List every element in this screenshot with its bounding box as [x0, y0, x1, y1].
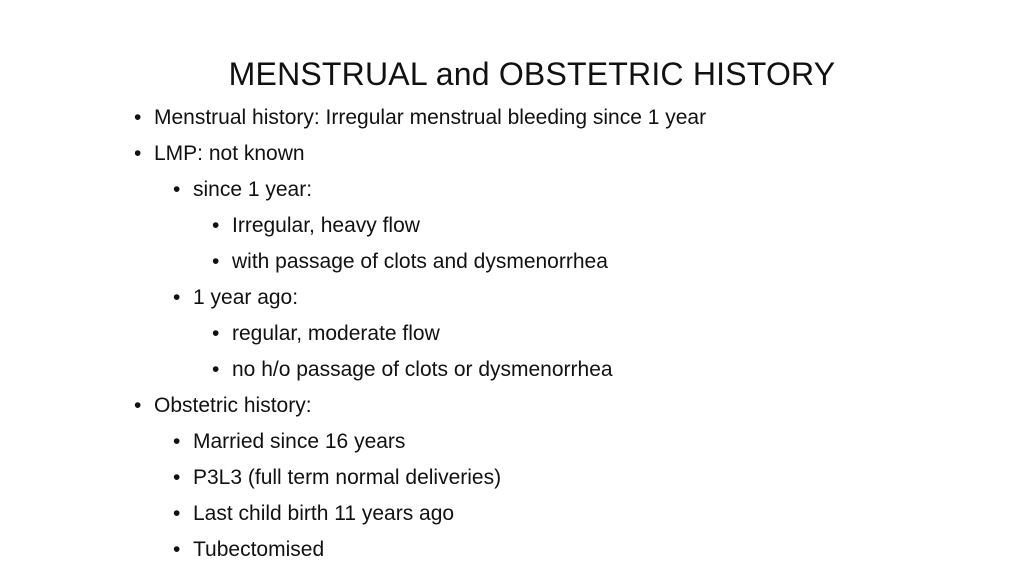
bullet-text: Married since 16 years: [193, 430, 406, 453]
bullet-dot-icon: •: [173, 178, 181, 201]
bullet-dot-icon: •: [134, 142, 142, 165]
bullet-item: [212, 352, 613, 388]
bullet-item: [173, 280, 298, 316]
bullet-text: Irregular, heavy flow: [232, 214, 420, 237]
bullet-dot-icon: •: [173, 286, 181, 309]
bullet-item: [212, 316, 440, 352]
bullet-dot-icon: •: [173, 502, 181, 525]
bullet-text: Menstrual history: Irregular menstrual bleeding since 1 year: [154, 106, 707, 129]
bullet-item: [173, 496, 454, 532]
bullet-text: regular, moderate flow: [232, 322, 440, 345]
bullet-item: [134, 100, 706, 136]
bullet-item: [173, 460, 501, 496]
bullet-item: [134, 136, 305, 172]
bullet-text: LMP: not known: [154, 142, 305, 165]
bullet-text: Obstetric history:: [154, 394, 312, 417]
bullet-dot-icon: •: [212, 358, 220, 381]
bullet-text: P3L3 (full term normal deliveries): [193, 466, 502, 489]
bullet-item: [173, 172, 312, 208]
bullet-dot-icon: •: [173, 430, 181, 453]
bullet-text: Last child birth 11 years ago: [193, 502, 455, 525]
slide-title: MENSTRUAL and OBSTETRIC HISTORY: [228, 56, 836, 92]
bullet-item: [173, 532, 324, 568]
bullet-text: no h/o passage of clots or dysmenorrhea: [232, 358, 613, 381]
bullet-dot-icon: •: [173, 538, 181, 561]
bullet-text: Tubectomised: [193, 538, 325, 561]
bullet-item: [212, 208, 420, 244]
bullet-text: 1 year ago:: [193, 286, 299, 309]
bullet-dot-icon: •: [173, 466, 181, 489]
bullet-dot-icon: •: [212, 214, 220, 237]
bullet-item: [134, 388, 312, 424]
bullet-dot-icon: •: [212, 322, 220, 345]
bullet-dot-icon: •: [134, 106, 142, 129]
bullet-item: [212, 244, 608, 280]
bullet-text: with passage of clots and dysmenorrhea: [232, 250, 608, 273]
bullet-dot-icon: •: [134, 394, 142, 417]
bullet-text: since 1 year:: [193, 178, 313, 201]
bullet-item: [173, 424, 405, 460]
bullet-dot-icon: •: [212, 250, 220, 273]
